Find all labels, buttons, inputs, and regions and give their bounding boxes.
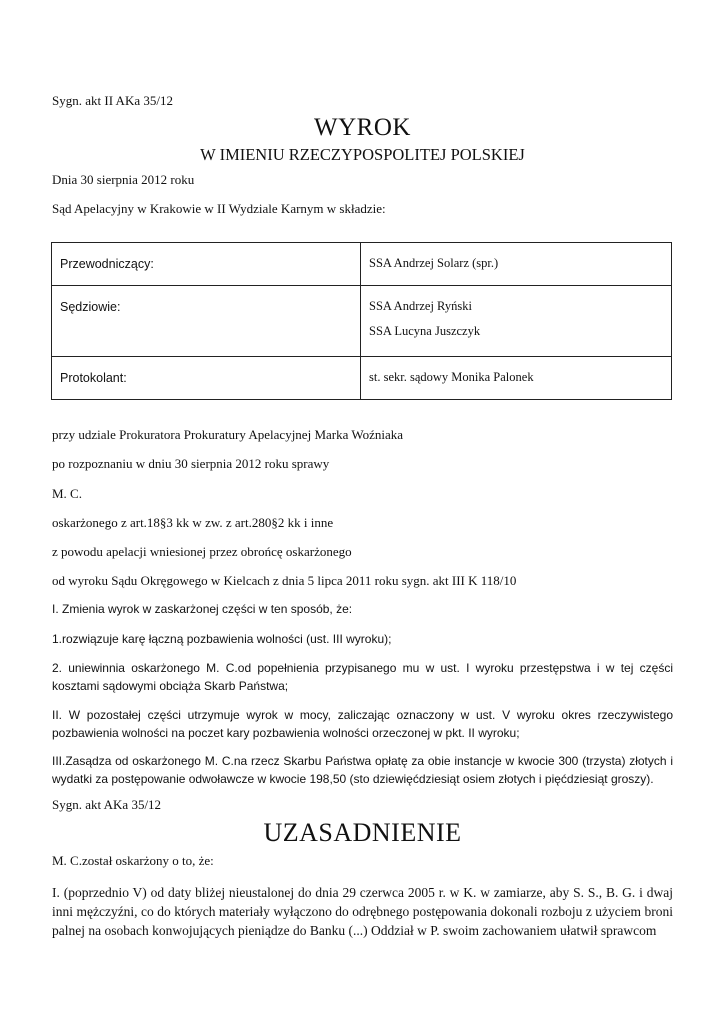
ruling-point-1: I. Zmienia wyrok w zaskarżonej części w ten sposób, że: xyxy=(52,602,353,616)
panel-names xyxy=(361,286,672,357)
panel-row-clerk xyxy=(52,357,672,400)
panel-row-judges xyxy=(52,286,672,357)
panel-name: SSA Andrzej Ryński xyxy=(369,299,472,313)
ruling-point-2: II. W pozostałej części utrzymuje wyrok w mocy, zaliczając oznaczony w ust. V wyroku okres rzeczywistego pozbawienia wolności na poczet kary pozbawienia wolności orzeczonej w pkt. II wyroku; xyxy=(52,708,673,740)
justification-title: UZASADNIENIE xyxy=(263,818,462,847)
document-title: WYROK xyxy=(314,114,411,141)
panel-name: st. sekr. sądowy Monika Palonek xyxy=(369,370,534,384)
ruling-point-1-1: 1.rozwiązuje karę łączną pozbawienia wolności (ust. III wyroku); xyxy=(52,632,392,646)
case-reference-justification: Sygn. akt AKa 35/12 xyxy=(52,797,162,812)
prosecutor-line: przy udziale Prokuratora Prokuratury Apelacyjnej Marka Woźniaka xyxy=(52,427,404,442)
appeal-line: z powodu apelacji wniesionej przez obrońcę oskarżonego xyxy=(52,544,352,559)
justification-paragraph: I. (poprzednio V) od daty bliżej nieustalonej do dnia 29 czerwca 2005 r. w K. w zamiarze, aby S. S., B. G. i dwaj inni mężczyźni, co do których materiały wyłączono do odrębnego postępowania dokonali rozboju z użyciem broni palnej na osobach konwojujących pieniądze do Banku (...) Oddział w P. swoim zachowaniem ułatwił sprawcom xyxy=(52,885,673,938)
charge-line: oskarżonego z art.18§3 kk w zw. z art.280§2 kk i inne xyxy=(52,515,334,530)
lower-court-judgment-line: od wyroku Sądu Okręgowego w Kielcach z dnia 5 lipca 2011 roku sygn. akt III K 118/10 xyxy=(52,573,517,588)
defendant-line: M. C. xyxy=(52,486,82,501)
court-composition: Sąd Apelacyjny w Krakowie w II Wydziale Karnym w składzie: xyxy=(52,201,386,216)
panel-name: SSA Andrzej Solarz (spr.) xyxy=(369,256,499,270)
panel-names xyxy=(361,357,672,400)
panel-names xyxy=(361,243,672,286)
ruling-point-1-2: 2. uniewinnia oskarżonego M. C.od popełnienia przypisanego mu w ust. I wyroku przestępstwa i w tej części kosztami sądowymi obciąża Skarb Państwa; xyxy=(52,661,673,693)
hearing-line: po rozpoznaniu w dniu 30 sierpnia 2012 roku sprawy xyxy=(52,456,330,471)
panel-name: SSA Lucyna Juszczyk xyxy=(369,324,481,338)
judgment-date: Dnia 30 sierpnia 2012 roku xyxy=(52,172,195,187)
panel-role: Sędziowie: xyxy=(52,286,361,357)
panel-row-presiding xyxy=(52,243,672,286)
justification-intro: M. C.został oskarżony o to, że: xyxy=(52,853,214,868)
case-reference-top: Sygn. akt II AKa 35/12 xyxy=(52,93,173,108)
panel-role: Protokolant: xyxy=(52,357,361,400)
panel-table xyxy=(51,242,672,400)
document-subtitle: W IMIENIU RZECZYPOSPOLITEJ POLSKIEJ xyxy=(200,145,525,164)
ruling-point-3: III.Zasądza od oskarżonego M. C.na rzecz Skarbu Państwa opłatę za obie instancje w kwocie 300 (trzysta) złotych i wydatki za postępowanie odwoławcze w kwocie 198,50 (sto dziewięćdziesiąt osiem złotych i pięćdziesiąt groszy). xyxy=(52,754,673,786)
panel-role: Przewodniczący: xyxy=(52,243,361,286)
